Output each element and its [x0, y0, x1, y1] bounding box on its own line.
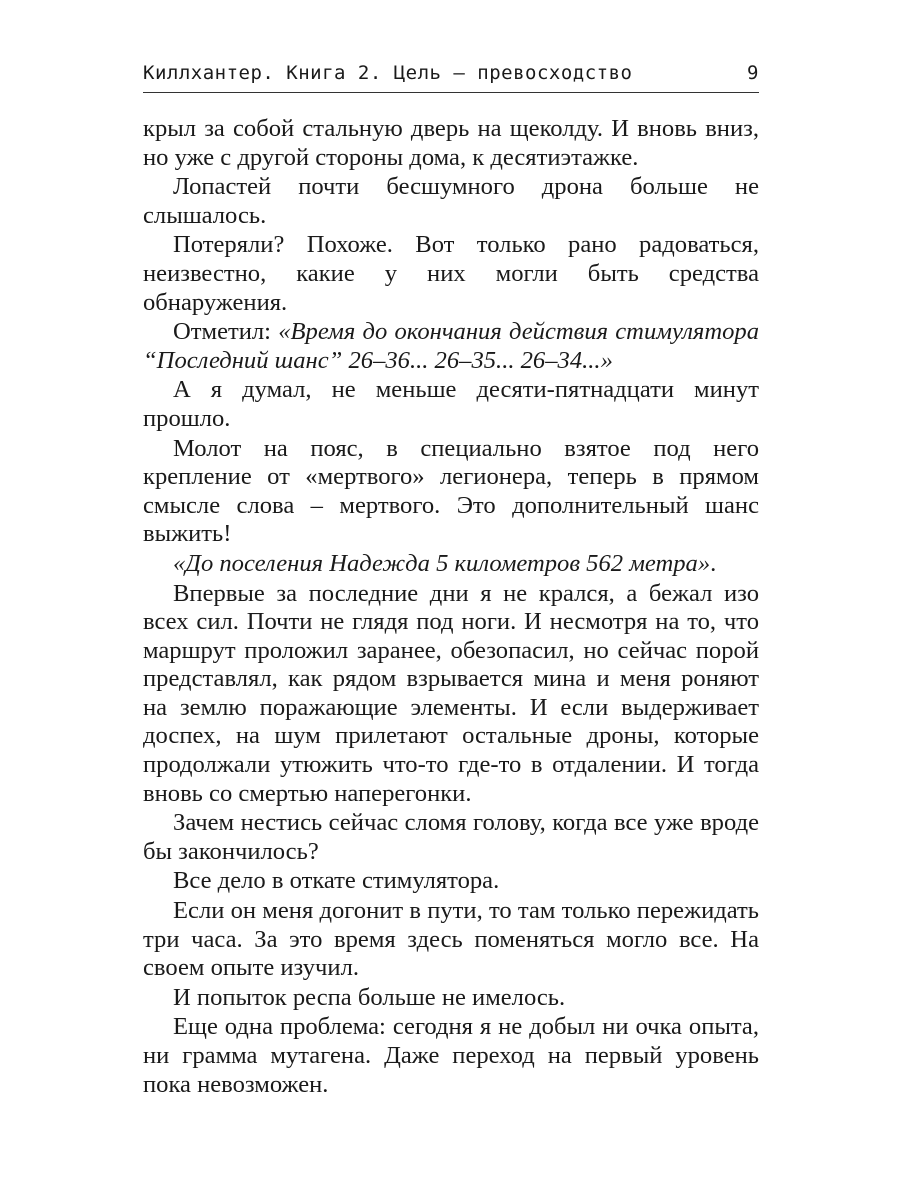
italic-quote: «Время до окончания действия стимулятора “Последний шанс” 26–36... 26–35... 26–34...»: [143, 318, 760, 374]
paragraph: Лопастей почти бесшумного дрона больше не слышалось.: [143, 173, 759, 229]
paragraph: И попыток респа больше не имелось.: [173, 983, 566, 1011]
paragraph: Впервые за последние дни я не крался, а бежал изо всех сил. Почти не глядя под ноги. И несмотря на то, что маршрут проложил заранее, обезопасил, но сейчас порой представлял, как рядом взрывается мина и меня роняют на землю поражающие элементы. И если выдерживает доспех, на шум прилетают остальные дроны, которые продолжали утюжить что-то где-то в отдалении. И тогда вновь со смертью наперегонки.: [143, 579, 759, 807]
paragraph: Отметил: «Время до окончания действия стимулятора “Последний шанс” 26–36... 26–35... 26–34...»: [143, 318, 760, 374]
page-number: 9: [747, 62, 759, 84]
book-title: Киллхантер. Книга 2. Цель — превосходство: [143, 62, 633, 84]
paragraph: Зачем нестись сейчас сломя голову, когда все уже вроде бы закончилось?: [143, 809, 759, 865]
paragraph: крыл за собой стальную дверь на щеколду. И вновь вниз, но уже с другой стороны дома, к десятиэтажке.: [143, 115, 759, 171]
running-header: [143, 62, 759, 93]
paragraph: Молот на пояс, в специально взятое под него крепление от «мертвого» легионера, теперь в прямом смысле слова – мертвого. Это дополнительный шанс выжить!: [143, 434, 759, 548]
paragraph: А я думал, не меньше десяти-пятнадцати минут прошло.: [143, 376, 759, 432]
paragraph: Если он меня догонит в пути, то там только пережидать три часа. За это время здесь поменяться могло все. На своем опыте изучил.: [143, 897, 759, 982]
book-page: [143, 62, 759, 1100]
paragraph: «До поселения Надежда 5 километров 562 метра».: [173, 549, 717, 577]
italic-quote: «До поселения Надежда 5 километров 562 метра»: [173, 549, 711, 577]
body-text: [143, 115, 759, 1099]
paragraph: Все дело в откате стимулятора.: [173, 867, 500, 895]
paragraph: Потеряли? Похоже. Вот только рано радоваться, неизвестно, какие у них могли быть средства обнаружения.: [143, 231, 759, 316]
paragraph: Еще одна проблема: сегодня я не добыл ни очка опыта, ни грамма мутагена. Даже переход на первый уровень пока невозможен.: [143, 1013, 759, 1098]
